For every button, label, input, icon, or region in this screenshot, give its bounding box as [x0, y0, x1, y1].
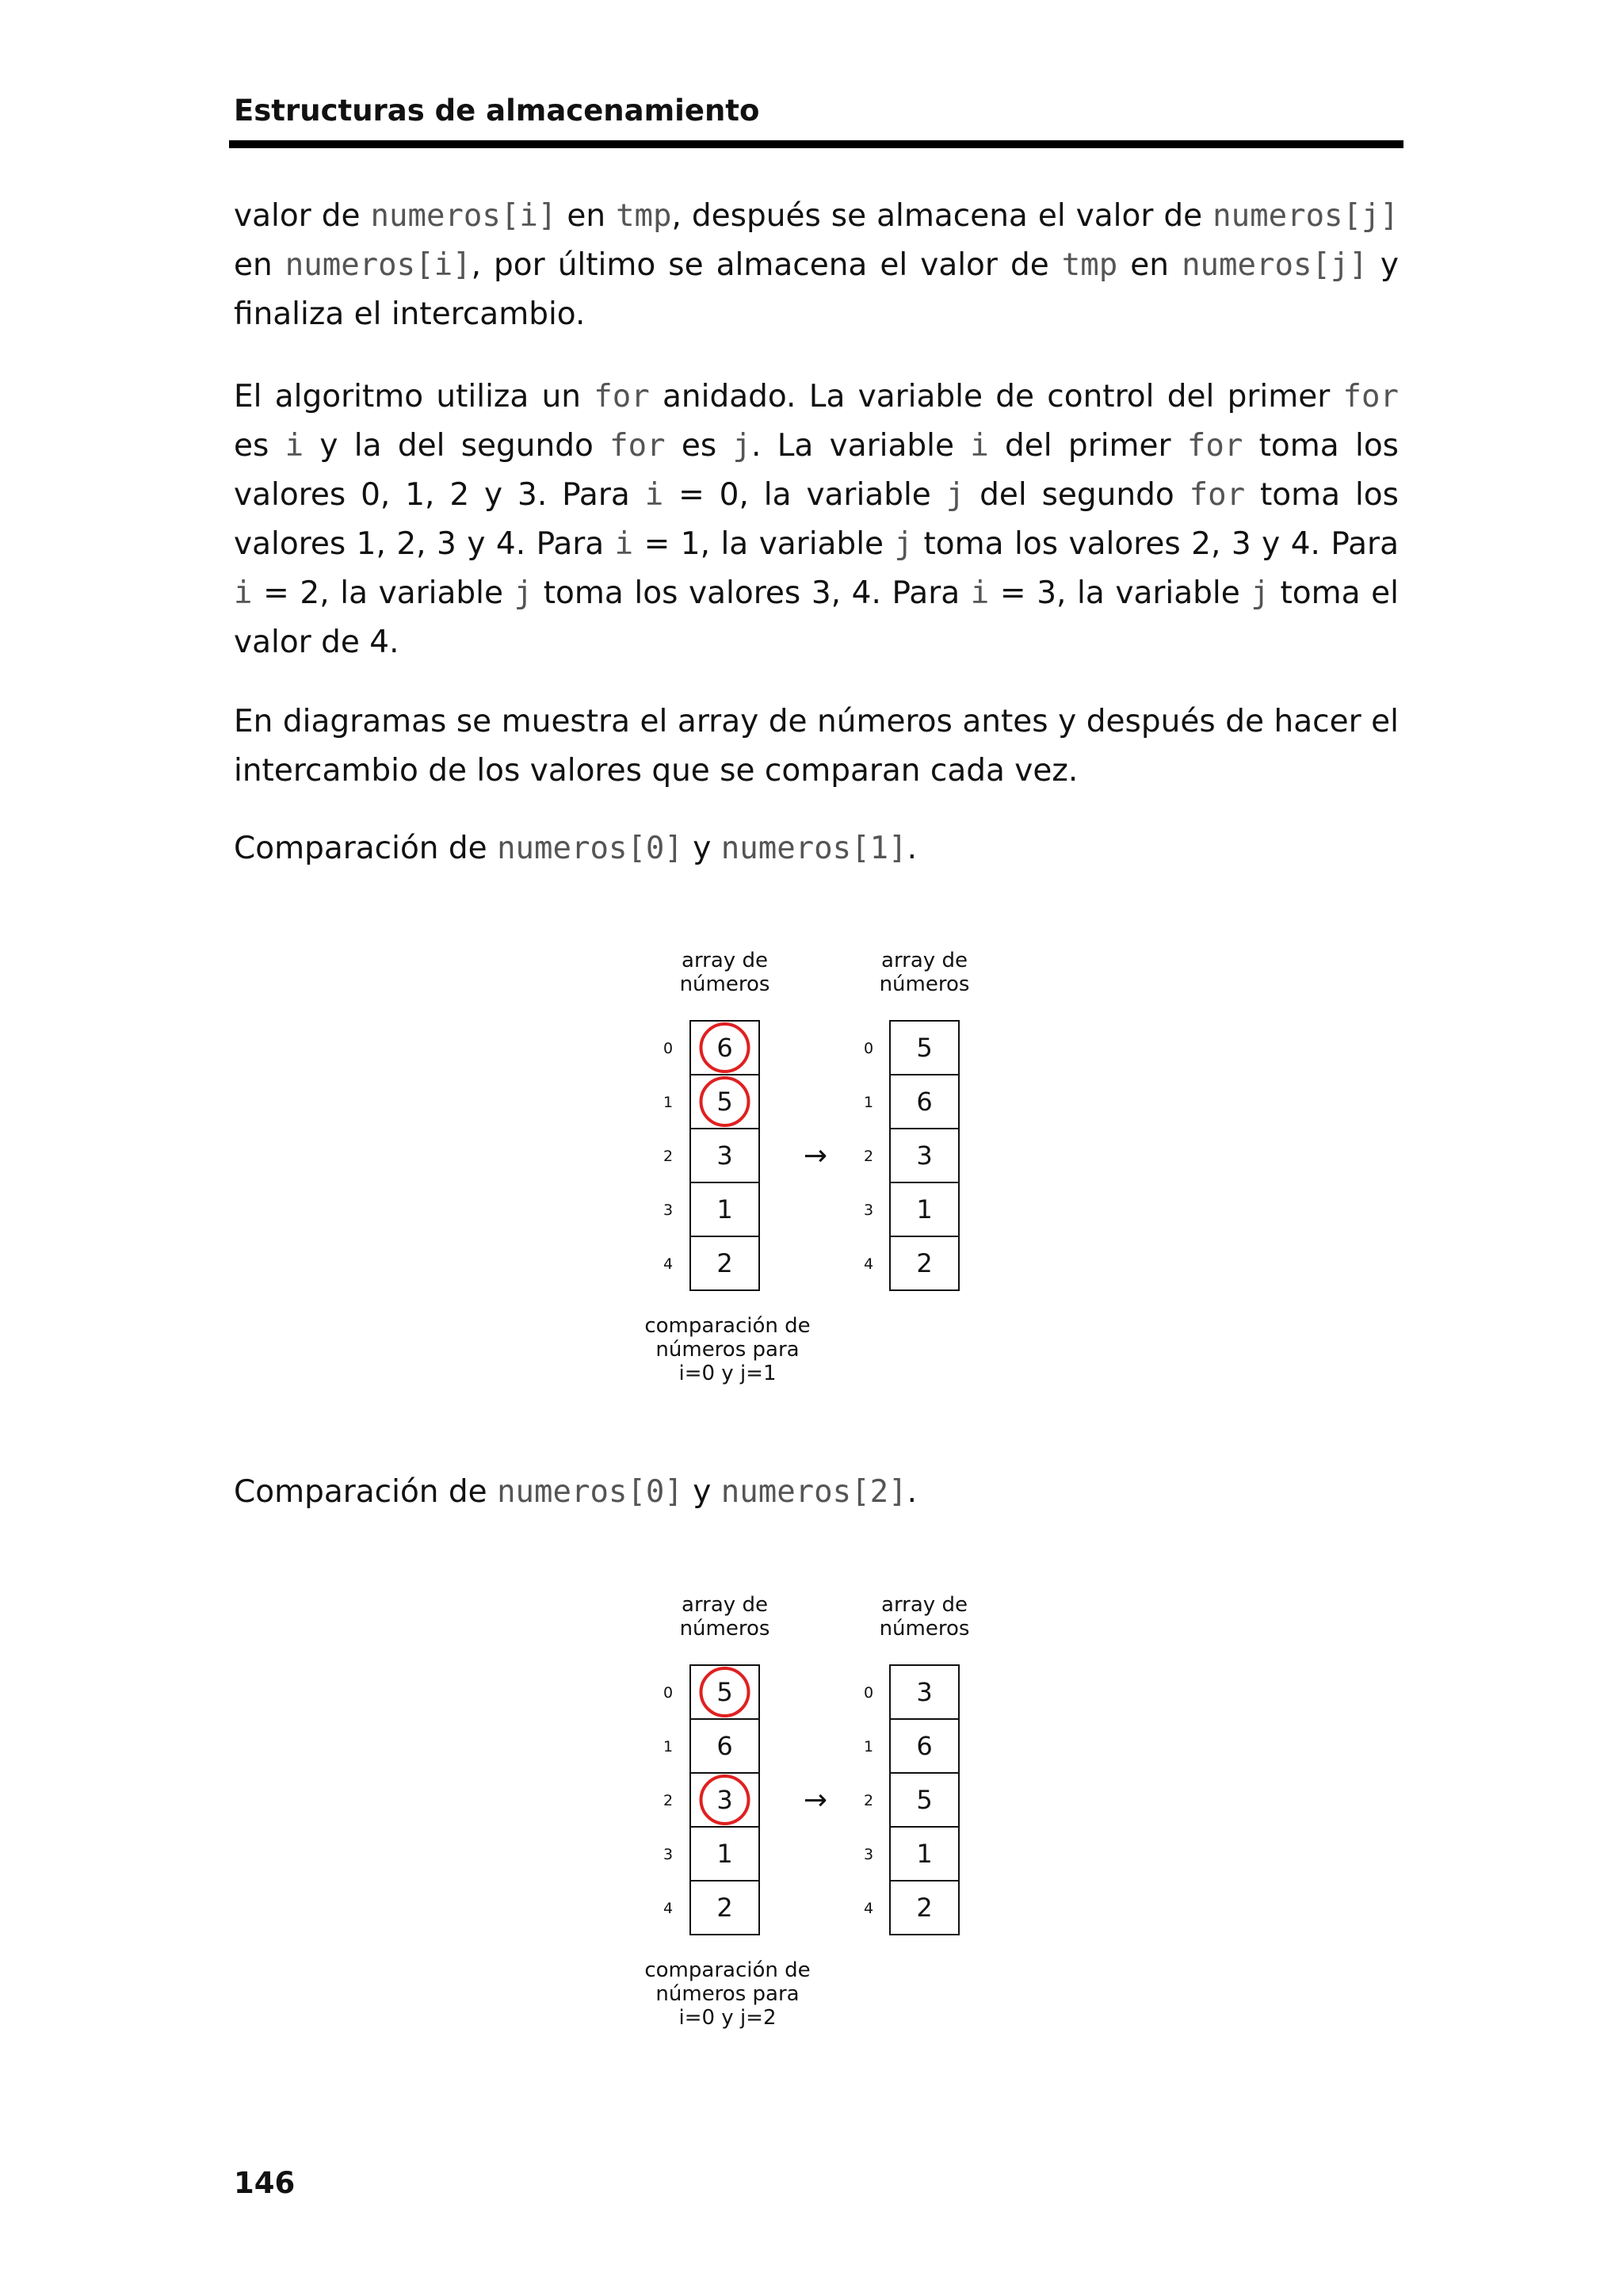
text-run: El algoritmo utiliza un — [234, 379, 594, 415]
running-header-title: Estructuras de almacenamiento — [234, 94, 760, 128]
array-index: 1 — [863, 1094, 874, 1111]
paragraph-intercambio — [234, 192, 1399, 339]
array-index: 1 — [663, 1738, 674, 1755]
text-run: y — [682, 1474, 721, 1510]
array-value: 5 — [916, 1785, 933, 1815]
text-run: anidado. La variable de control del primer — [649, 379, 1343, 415]
array-value: 2 — [716, 1248, 733, 1278]
array-value: 3 — [916, 1677, 933, 1707]
array-index: 2 — [663, 1148, 674, 1165]
diagram-caption-line: i=0 y j=2 — [678, 2006, 777, 2030]
array-index: 1 — [863, 1738, 874, 1755]
text-run: , por último se almacena el valor de — [471, 247, 1062, 283]
diagram-caption-line: i=0 y j=1 — [678, 1362, 777, 1385]
array-index: 4 — [863, 1900, 874, 1917]
text-run: del segundo — [964, 477, 1190, 513]
text-run: toma los valores 0, 1, 2 y 3. Para — [234, 428, 1400, 513]
text-run: toma los valores 1, 2, 3 y 4. Para — [234, 477, 1399, 562]
paragraph-algoritmo — [234, 372, 1399, 667]
array-value: 1 — [716, 1839, 733, 1869]
diagram-caption-line: números para — [655, 1338, 800, 1362]
page-number: 146 — [234, 2166, 296, 2200]
inline-code: numeros[j] — [1182, 247, 1368, 283]
inline-code: j — [732, 428, 751, 464]
array-index: 0 — [863, 1040, 874, 1057]
array-index: 1 — [663, 1094, 674, 1111]
array-diagram-svg — [634, 1587, 1030, 2063]
text-run: en — [556, 198, 617, 234]
swap-diagram-i0-j2 — [634, 1587, 1030, 2063]
array-label-line: números — [879, 1617, 970, 1641]
text-run: es — [234, 428, 285, 464]
array-index: 2 — [863, 1148, 874, 1165]
text-run: valor de — [234, 198, 371, 234]
inline-code: j — [1251, 575, 1270, 611]
array-value: 5 — [716, 1677, 733, 1707]
inline-code: numeros[i] — [285, 247, 472, 283]
caption-comparacion-0-2 — [234, 1468, 1399, 1517]
array-value: 6 — [716, 1731, 733, 1761]
inline-code: for — [1186, 428, 1243, 464]
array-value: 2 — [916, 1248, 933, 1278]
array-value: 2 — [916, 1893, 933, 1923]
text-run: = 2, la variable — [252, 575, 514, 611]
inline-code: for — [1189, 477, 1246, 513]
swap-diagram-i0-j1 — [634, 943, 1030, 1419]
array-label-line: array de — [881, 1593, 968, 1617]
text-run: . — [907, 831, 917, 866]
inline-code: tmp — [616, 198, 672, 234]
text-run: toma el valor de 4. — [234, 575, 1399, 660]
array-index: 0 — [663, 1040, 674, 1057]
text-run: Comparación de — [234, 831, 498, 866]
inline-code: i — [970, 428, 989, 464]
array-index: 3 — [663, 1201, 674, 1219]
inline-code: for — [609, 428, 666, 464]
array-index: 2 — [863, 1792, 874, 1809]
array-label-line: array de — [682, 949, 768, 972]
inline-code: i — [644, 477, 664, 513]
text-run: = 1, la variable — [633, 526, 895, 562]
text-run: . — [907, 1474, 917, 1510]
array-value: 3 — [716, 1785, 733, 1815]
text-run: toma los valores 2, 3 y 4. Para — [913, 526, 1399, 562]
array-index: 2 — [663, 1792, 674, 1809]
array-label-line: números — [679, 1617, 770, 1641]
array-index: 3 — [863, 1846, 874, 1863]
inline-code: j — [514, 575, 533, 611]
text-run: = 0, la variable — [663, 477, 946, 513]
swap-arrow-icon: → — [803, 1140, 828, 1172]
array-index: 0 — [863, 1684, 874, 1702]
swap-arrow-icon: → — [803, 1784, 828, 1817]
inline-code: numeros[i] — [370, 198, 557, 234]
inline-code: i — [234, 575, 253, 611]
array-index: 3 — [863, 1201, 874, 1219]
text-run: y — [682, 831, 721, 866]
header-rule — [229, 140, 1403, 148]
text-run: En diagramas se muestra el array de números antes y después de hacer el intercambio de los valores que se comparan cada vez. — [234, 704, 1399, 789]
array-label-line: números — [879, 972, 970, 996]
inline-code: numeros[0] — [497, 1474, 683, 1510]
caption-comparacion-0-1 — [234, 824, 1399, 873]
text-run: = 3, la variable — [989, 575, 1251, 611]
array-index: 3 — [663, 1846, 674, 1863]
inline-code: j — [894, 526, 913, 562]
text-run: en — [234, 247, 285, 283]
array-label-line: array de — [881, 949, 968, 972]
array-label-line: números — [679, 972, 770, 996]
inline-code: for — [1342, 379, 1399, 415]
inline-code: j — [945, 477, 965, 513]
text-run: es — [665, 428, 733, 464]
array-index: 4 — [663, 1900, 674, 1917]
text-run: . La variable — [751, 428, 971, 464]
array-value: 5 — [916, 1033, 933, 1063]
inline-code: tmp — [1061, 247, 1118, 283]
array-label-line: array de — [682, 1593, 768, 1617]
inline-code: i — [285, 428, 304, 464]
array-index: 4 — [863, 1255, 874, 1273]
paragraph-diagramas — [234, 697, 1399, 796]
diagram-caption-line: números para — [655, 1982, 800, 2006]
array-diagram-svg — [634, 943, 1030, 1419]
inline-code: for — [594, 379, 650, 415]
text-run: y finaliza el intercambio. — [234, 247, 1399, 332]
array-value: 6 — [916, 1731, 933, 1761]
array-value: 3 — [916, 1140, 933, 1171]
text-run: , después se almacena el valor de — [671, 198, 1213, 234]
text-run: Comparación de — [234, 1474, 498, 1510]
array-value: 6 — [716, 1033, 733, 1063]
diagram-caption-line: comparación de — [644, 1958, 811, 1982]
array-index: 0 — [663, 1684, 674, 1702]
array-value: 6 — [916, 1087, 933, 1117]
text-run: y la del segundo — [304, 428, 610, 464]
array-value: 3 — [716, 1140, 733, 1171]
array-value: 5 — [716, 1087, 733, 1117]
inline-code: i — [614, 526, 634, 562]
array-value: 2 — [716, 1893, 733, 1923]
diagram-caption-line: comparación de — [644, 1314, 811, 1338]
text-run: del primer — [988, 428, 1187, 464]
text-run: toma los valores 3, 4. Para — [533, 575, 971, 611]
array-value: 1 — [716, 1194, 733, 1224]
inline-code: numeros[0] — [497, 831, 683, 866]
array-value: 1 — [916, 1194, 933, 1224]
inline-code: numeros[1] — [720, 831, 907, 866]
inline-code: i — [970, 575, 990, 611]
text-run: en — [1117, 247, 1182, 283]
array-value: 1 — [916, 1839, 933, 1869]
array-index: 4 — [663, 1255, 674, 1273]
inline-code: numeros[j] — [1212, 198, 1399, 234]
inline-code: numeros[2] — [720, 1474, 907, 1510]
